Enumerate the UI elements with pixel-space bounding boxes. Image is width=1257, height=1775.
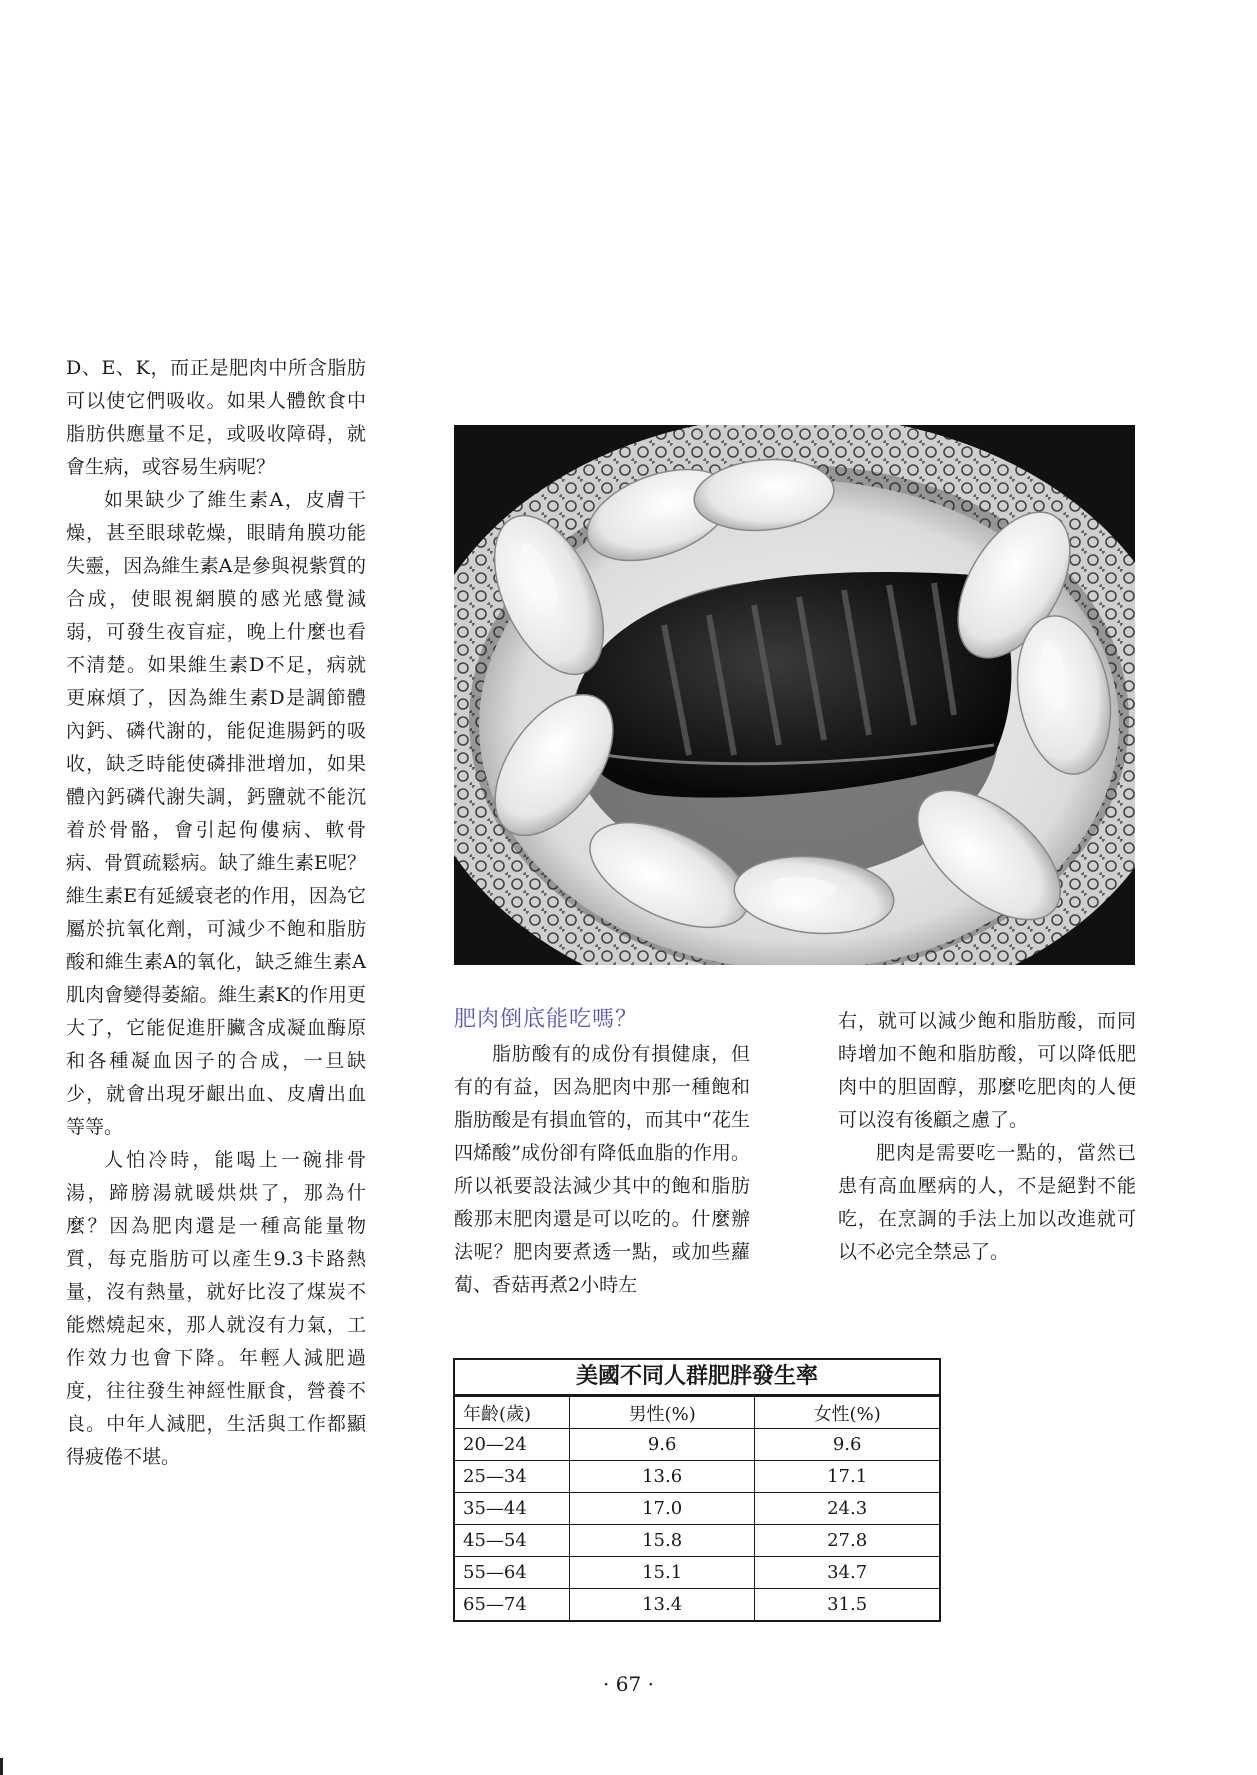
table-row — [455, 1461, 939, 1493]
data-table — [455, 1396, 939, 1620]
table-row — [455, 1493, 939, 1525]
middle-column — [454, 1038, 750, 1302]
cell-age: 20—24 — [455, 1429, 570, 1461]
right-paragraph-2: 肥肉是需要吃一點的，當然已患有高血壓病的人，不是絕對不能吃，在烹調的手法上加以改進就可以不必完全禁忌了。 — [838, 1142, 1136, 1263]
dish-illustration — [454, 425, 1135, 965]
scan-edge-mark — [0, 1758, 3, 1775]
table-row — [455, 1589, 939, 1621]
obesity-rate-table — [453, 1358, 941, 1622]
table-row — [455, 1557, 939, 1589]
table-row — [455, 1429, 939, 1461]
cell-male: 15.8 — [570, 1525, 755, 1557]
left-paragraph-3: 人怕冷時，能喝上一碗排骨湯，蹄膀湯就暖烘烘了，那為什麼？因為肥肉還是一種高能量物質，每克脂肪可以產生9.3卡路熱量，沒有熱量，就好比沒了煤炭不能燃燒起來，那人就沒有力氣，工作效力也會下降。年輕人減肥過度，往往發生神經性厭食，營養不良。中年人減肥，生活與工作都顯得疲倦不堪。 — [66, 1149, 366, 1468]
header-age: 年齡(歲) — [455, 1397, 570, 1429]
cell-female: 17.1 — [755, 1461, 939, 1493]
middle-paragraph: 脂肪酸有的成份有損健康，但有的有益，因為肥肉中那一種飽和脂肪酸是有損血管的，而其中“花生四烯酸”成份卻有降低血脂的作用。所以祇要設法減少其中的飽和脂肪酸那末肥肉還是可以吃的。什麼辦法呢？肥肉要煮透一點，或加些蘿蔔、香菇再煮2小時左 — [454, 1043, 750, 1296]
cell-male: 15.1 — [570, 1557, 755, 1589]
table-header-row — [455, 1397, 939, 1429]
cell-male: 9.6 — [570, 1429, 755, 1461]
left-column — [66, 352, 366, 1474]
right-paragraph-1: 右，就可以減少飽和脂肪酸，而同時增加不飽和脂肪酸，可以降低肥肉中的胆固醇，那麼吃肥肉的人便可以沒有後顧之慮了。 — [838, 1010, 1136, 1131]
left-paragraph-1: D、E、K，而正是肥肉中所含脂肪可以使它們吸收。如果人體飲食中脂肪供應量不足，或吸收障碍，就會生病，或容易生病呢？ — [66, 357, 366, 478]
cell-age: 45—54 — [455, 1525, 570, 1557]
cell-female: 34.7 — [755, 1557, 939, 1589]
cell-male: 13.6 — [570, 1461, 755, 1493]
page-number: · 67 · — [603, 1672, 654, 1696]
cell-age: 55—64 — [455, 1557, 570, 1589]
header-male: 男性(%) — [570, 1397, 755, 1429]
dish-photo — [454, 425, 1135, 965]
cell-age: 25—34 — [455, 1461, 570, 1493]
right-column — [838, 1005, 1136, 1269]
cell-female: 9.6 — [755, 1429, 939, 1461]
cell-female: 27.8 — [755, 1525, 939, 1557]
cell-male: 17.0 — [570, 1493, 755, 1525]
section-title: 肥肉倒底能吃嗎？ — [454, 1007, 639, 1032]
header-female: 女性(%) — [755, 1397, 939, 1429]
table-row — [455, 1525, 939, 1557]
cell-female: 31.5 — [755, 1589, 939, 1621]
table-title: 美國不同人群肥胖發生率 — [455, 1360, 939, 1396]
cell-age: 65—74 — [455, 1589, 570, 1621]
left-paragraph-2: 如果缺少了維生素A，皮膚干燥，甚至眼球乾燥，眼睛角膜功能失靈，因為維生素A是參與視紫質的合成，使眼視網膜的感光感覺減弱，可發生夜盲症，晚上什麼也看不清楚。如果維生素D不足，病就更麻煩了，因為維生素D是調節體內鈣、磷代謝的，能促進腸鈣的吸收，缺乏時能使磷排泄增加，如果體內鈣磷代謝失調，鈣鹽就不能沉着於骨骼，會引起佝僂病、軟骨病、骨質疏鬆病。缺了維生素E呢？維生素E有延緩衰老的作用，因為它屬於抗氧化劑，可減少不飽和脂肪酸和維生素A的氧化，缺乏維生素A肌肉會變得萎縮。維生素K的作用更大了，它能促進肝臟含成凝血酶原和各種凝血因子的合成，一旦缺少，就會出現牙齦出血、皮膚出血等等。 — [66, 489, 366, 1138]
cell-female: 24.3 — [755, 1493, 939, 1525]
cell-male: 13.4 — [570, 1589, 755, 1621]
cell-age: 35—44 — [455, 1493, 570, 1525]
